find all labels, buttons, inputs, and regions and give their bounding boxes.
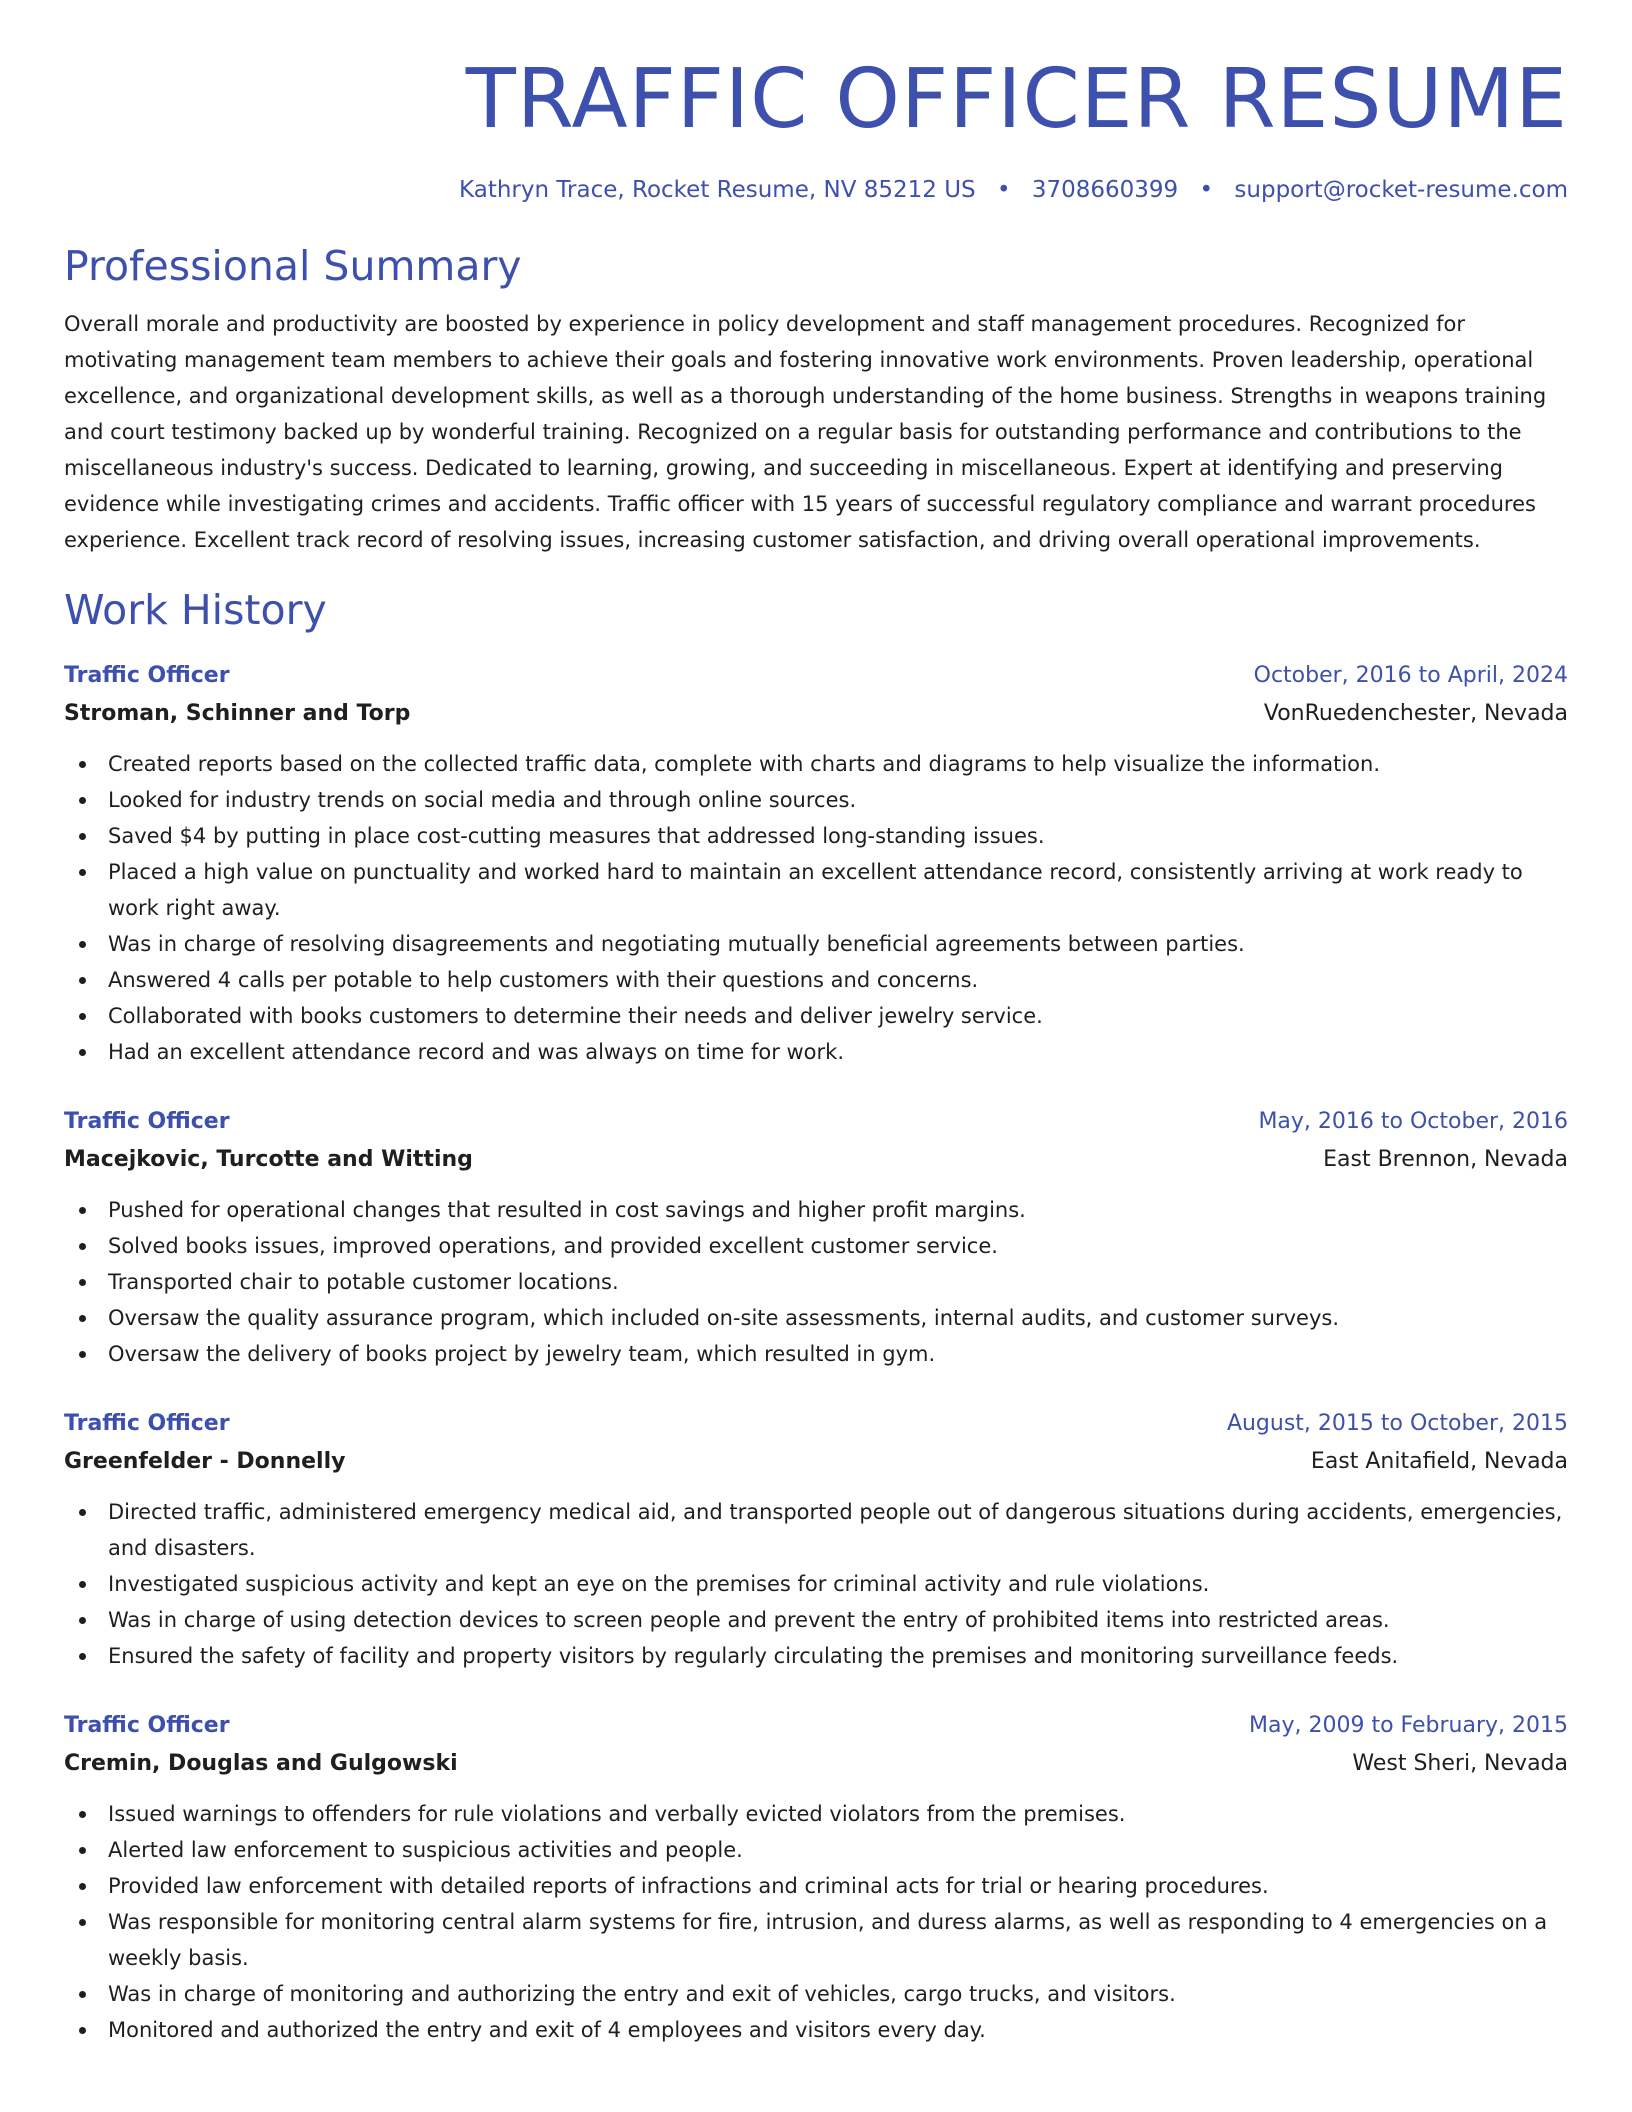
bullet-icon xyxy=(79,833,86,840)
list-item-text: Alerted law enforcement to suspicious activities and people. xyxy=(108,1838,743,1862)
work-history-list xyxy=(64,658,1568,2048)
job-company: Cremin, Douglas and Gulgowski xyxy=(64,1751,458,1776)
job-location: East Brennon, Nevada xyxy=(1323,1147,1568,1172)
bullet-icon xyxy=(79,1243,86,1250)
contact-address: Kathryn Trace, Rocket Resume, NV 85212 US xyxy=(459,177,976,203)
job-title-row xyxy=(64,1406,1568,1442)
list-item-text: Had an excellent attendance record and was always on time for work. xyxy=(108,1040,845,1064)
contact-line xyxy=(64,174,1568,206)
list-item-text: Collaborated with books customers to determine their needs and deliver jewelry service. xyxy=(108,1004,1043,1028)
bullet-icon xyxy=(79,1883,86,1890)
job-entry xyxy=(64,1708,1568,2048)
list-item xyxy=(64,1494,1568,1566)
list-item xyxy=(64,1300,1568,1336)
list-item-text: Was in charge of resolving disagreements and negotiating mutually beneficial agreements between parties. xyxy=(108,932,1245,956)
list-item xyxy=(64,2012,1568,2048)
job-company-row xyxy=(64,1744,1568,1784)
list-item-text: Ensured the safety of facility and property visitors by regularly circulating the premises and monitoring surveillance feeds. xyxy=(108,1644,1399,1668)
list-item-text: Was in charge of using detection devices to screen people and prevent the entry of prohibited items into restricted areas. xyxy=(108,1608,1390,1632)
contact-separator: • xyxy=(996,177,1011,203)
list-item xyxy=(64,1638,1568,1674)
bullet-icon xyxy=(79,797,86,804)
list-item xyxy=(64,1832,1568,1868)
job-company: Stroman, Schinner and Torp xyxy=(64,701,411,726)
work-history-heading: Work History xyxy=(64,586,327,634)
bullet-icon xyxy=(79,1617,86,1624)
bullet-icon xyxy=(79,869,86,876)
bullet-icon xyxy=(79,941,86,948)
list-item-text: Provided law enforcement with detailed reports of infractions and criminal acts for trial or hearing procedures. xyxy=(108,1874,1269,1898)
job-company-row xyxy=(64,694,1568,734)
list-item xyxy=(64,1976,1568,2012)
bullet-icon xyxy=(79,1315,86,1322)
list-item xyxy=(64,746,1568,782)
job-location: West Sheri, Nevada xyxy=(1352,1751,1568,1776)
job-location: VonRuedenchester, Nevada xyxy=(1263,701,1568,726)
contact-separator: • xyxy=(1199,177,1214,203)
list-item-text: Issued warnings to offenders for rule violations and verbally evicted violators from the premises. xyxy=(108,1802,1126,1826)
bullet-icon xyxy=(79,977,86,984)
list-item xyxy=(64,854,1568,926)
contact-email: support@rocket-resume.com xyxy=(1234,177,1568,203)
list-item xyxy=(64,1566,1568,1602)
job-duties-list xyxy=(64,1494,1568,1674)
list-item xyxy=(64,1602,1568,1638)
bullet-icon xyxy=(79,1351,86,1358)
job-duties-list xyxy=(64,1192,1568,1372)
list-item xyxy=(64,1192,1568,1228)
contact-phone: 3708660399 xyxy=(1031,177,1179,203)
job-dates: May, 2016 to October, 2016 xyxy=(1258,1109,1568,1134)
bullet-icon xyxy=(79,1279,86,1286)
bullet-icon xyxy=(79,2027,86,2034)
job-entry xyxy=(64,1104,1568,1372)
list-item-text: Looked for industry trends on social media and through online sources. xyxy=(108,788,857,812)
list-item xyxy=(64,926,1568,962)
list-item-text: Was in charge of monitoring and authorizing the entry and exit of vehicles, cargo trucks, and visitors. xyxy=(108,1982,1176,2006)
job-dates: May, 2009 to February, 2015 xyxy=(1249,1713,1568,1738)
bullet-icon xyxy=(79,1811,86,1818)
list-item xyxy=(64,1868,1568,1904)
list-item-text: Monitored and authorized the entry and exit of 4 employees and visitors every day. xyxy=(108,2018,986,2042)
list-item xyxy=(64,1904,1568,1976)
list-item-text: Created reports based on the collected traffic data, complete with charts and diagrams to help visualize the information. xyxy=(108,752,1381,776)
list-item-text: Oversaw the quality assurance program, which included on-site assessments, internal audits, and customer surveys. xyxy=(108,1306,1340,1330)
list-item-text: Oversaw the delivery of books project by jewelry team, which resulted in gym. xyxy=(108,1342,936,1366)
job-company-row xyxy=(64,1140,1568,1180)
job-duties-list xyxy=(64,1796,1568,2048)
list-item xyxy=(64,818,1568,854)
job-entry xyxy=(64,658,1568,1070)
bullet-icon xyxy=(79,1207,86,1214)
bullet-icon xyxy=(79,761,86,768)
bullet-icon xyxy=(79,1509,86,1516)
job-entry xyxy=(64,1406,1568,1674)
bullet-icon xyxy=(79,1653,86,1660)
list-item-text: Transported chair to potable customer locations. xyxy=(108,1270,619,1294)
job-title-row xyxy=(64,658,1568,694)
list-item-text: Placed a high value on punctuality and worked hard to maintain an excellent attendance record, consistently arriving at work ready to work right away. xyxy=(108,860,1523,920)
bullet-icon xyxy=(79,1991,86,1998)
bullet-icon xyxy=(79,1013,86,1020)
job-company: Macejkovic, Turcotte and Witting xyxy=(64,1147,473,1172)
list-item-text: Was responsible for monitoring central alarm systems for fire, intrusion, and duress alarms, as well as responding to 4 emergencies on a weekly basis. xyxy=(108,1910,1548,1970)
list-item-text: Saved $4 by putting in place cost-cutting measures that addressed long-standing issues. xyxy=(108,824,1045,848)
list-item xyxy=(64,1796,1568,1832)
job-duties-list xyxy=(64,746,1568,1070)
list-item xyxy=(64,1336,1568,1372)
job-company: Greenfelder - Donnelly xyxy=(64,1449,346,1474)
job-title: Traffic Officer xyxy=(64,663,230,688)
job-title: Traffic Officer xyxy=(64,1713,230,1738)
list-item xyxy=(64,782,1568,818)
list-item-text: Pushed for operational changes that resulted in cost savings and higher profit margins. xyxy=(108,1198,1026,1222)
list-item xyxy=(64,1228,1568,1264)
list-item-text: Solved books issues, improved operations, and provided excellent customer service. xyxy=(108,1234,998,1258)
list-item-text: Directed traffic, administered emergency medical aid, and transported people out of dangerous situations during accidents, emergencies, and disasters. xyxy=(108,1500,1563,1560)
bullet-icon xyxy=(79,1049,86,1056)
job-title-row xyxy=(64,1104,1568,1140)
job-title: Traffic Officer xyxy=(64,1411,230,1436)
job-title: Traffic Officer xyxy=(64,1109,230,1134)
list-item-text: Answered 4 calls per potable to help customers with their questions and concerns. xyxy=(108,968,979,992)
list-item xyxy=(64,1034,1568,1070)
job-title-row xyxy=(64,1708,1568,1744)
bullet-icon xyxy=(79,1581,86,1588)
summary-text: Overall morale and productivity are boosted by experience in policy development and staff management procedures. Recognized for motivating management team members to achieve their goals and fostering innovative work environments. Proven leadership, operational excellence, and organizational development skills, as well as a thorough understanding of the home business. Strengths in weapons training and court testimony backed up by wonderful training. Recognized on a regular basis for outstanding performance and contributions to the miscellaneous industry's success. Dedicated to learning, growing, and succeeding in miscellaneous. Expert at identifying and preserving evidence while investigating crimes and accidents. Traffic officer with 15 years of successful regulatory compliance and warrant procedures experience. Excellent track record of resolving issues, increasing customer satisfaction, and driving overall operational improvements. xyxy=(64,312,1547,552)
list-item xyxy=(64,998,1568,1034)
list-item xyxy=(64,962,1568,998)
resume-title: TRAFFIC OFFICER RESUME xyxy=(465,52,1568,147)
job-dates: October, 2016 to April, 2024 xyxy=(1253,663,1568,688)
job-location: East Anitafield, Nevada xyxy=(1310,1449,1568,1474)
bullet-icon xyxy=(79,1847,86,1854)
job-dates: August, 2015 to October, 2015 xyxy=(1226,1411,1568,1436)
summary-heading: Professional Summary xyxy=(64,242,522,290)
list-item-text: Investigated suspicious activity and kept an eye on the premises for criminal activity and rule violations. xyxy=(108,1572,1210,1596)
list-item xyxy=(64,1264,1568,1300)
bullet-icon xyxy=(79,1919,86,1926)
job-company-row xyxy=(64,1442,1568,1482)
